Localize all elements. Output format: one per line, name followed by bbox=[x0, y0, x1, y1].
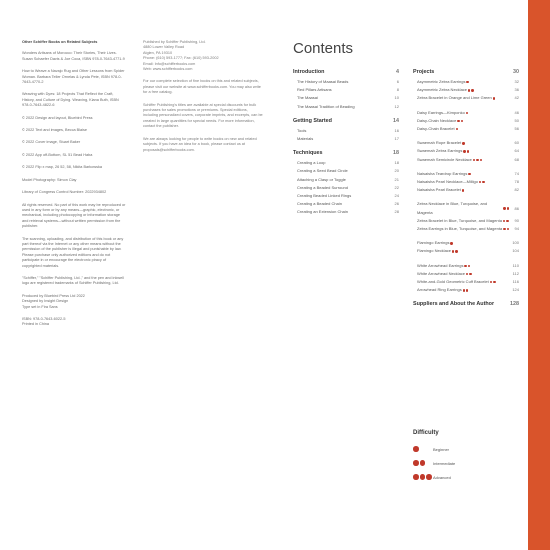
toc-page-number: 36 bbox=[514, 87, 519, 93]
toc-page-number: 60 bbox=[514, 140, 519, 146]
toc-right-column bbox=[413, 68, 519, 310]
toc-left-column bbox=[293, 68, 399, 217]
toc-page-number: 46 bbox=[514, 109, 519, 115]
toc-entry-title: The History of Maasai Beads bbox=[297, 79, 349, 84]
toc-page-number: 78 bbox=[514, 179, 519, 185]
toc-page-number: 94 bbox=[514, 226, 519, 232]
difficulty-dot-icon bbox=[457, 120, 459, 122]
toc-entry-title: Flamingo Earrings bbox=[417, 239, 453, 247]
toc-entry-title: Red Pillars Artisans bbox=[297, 87, 332, 93]
toc-entry[interactable] bbox=[413, 125, 519, 133]
copyright-paragraph: © 2022 Cover image, Stuart Baker bbox=[22, 140, 81, 145]
toc-section[interactable] bbox=[293, 117, 399, 126]
toc-entry[interactable] bbox=[413, 94, 519, 102]
toc-page-number: 104 bbox=[512, 248, 519, 254]
toc-page-number: 28 bbox=[394, 209, 399, 215]
toc-page-number: 68 bbox=[514, 156, 519, 162]
toc-entry-title: Creating a Beaded Chain bbox=[297, 201, 342, 207]
toc-page-number: 82 bbox=[514, 187, 519, 193]
toc-page-number: 50 bbox=[514, 117, 519, 123]
toc-entry[interactable] bbox=[293, 184, 399, 192]
toc-page-number: 22 bbox=[394, 184, 399, 190]
toc-entry-title: Getting Started bbox=[293, 117, 332, 124]
toc-entry-title: Zebra Necklace in Blue, Turquoise, and Magenta bbox=[417, 200, 509, 216]
toc-entry-title: White Arrowhead Necklace bbox=[417, 270, 472, 278]
toc-entry[interactable] bbox=[413, 200, 519, 216]
toc-entry[interactable] bbox=[293, 200, 399, 208]
copyright-paragraph: The scanning, uploading, and distribution of this book or any part thereof via the Internet or any other means without the permission of the publisher is illegal and punishable by law. Please purchase only authorized editions and do not participate in or encourage the electronic piracy of copyrighted materials. bbox=[22, 236, 124, 268]
toc-entry[interactable] bbox=[413, 225, 519, 233]
toc-section[interactable] bbox=[293, 149, 399, 158]
toc-page-number: 21 bbox=[394, 176, 399, 182]
difficulty-dot-icon bbox=[503, 228, 505, 230]
difficulty-level bbox=[413, 442, 513, 456]
toc-page-number: 86 bbox=[514, 205, 519, 211]
difficulty-dot-icon bbox=[466, 112, 468, 114]
toc-entry[interactable] bbox=[413, 170, 519, 178]
publisher-paragraph: Schiffer Publishing's titles are available at special discounts for bulk purchases for sales promotions or premiums. Special editions, including personalized covers, corporate imprints, and excerpts, can be created in large quantities for special needs. For more information, contact the publisher. bbox=[143, 102, 263, 129]
toc-page-number: 32 bbox=[514, 79, 519, 84]
difficulty-dot-icon bbox=[503, 220, 505, 222]
copyright-paragraph: "Schiffer," "Schiffer Publishing, Ltd.," and the pen and inkwell logo are registered trademarks of Schiffer Publishing, Ltd. bbox=[22, 275, 124, 286]
difficulty-dot-icon bbox=[471, 89, 473, 91]
toc-entry[interactable] bbox=[413, 139, 519, 147]
difficulty-dot-icon bbox=[490, 281, 492, 283]
toc-entry-title: The Maasai Tradition of Beading bbox=[297, 103, 355, 109]
toc-page-number: 14 bbox=[393, 117, 399, 124]
toc-entry[interactable] bbox=[413, 286, 519, 294]
toc-page-number: 56 bbox=[514, 126, 519, 132]
toc-entry-title: Creating an Extension Chain bbox=[297, 209, 348, 215]
toc-entry-title: Naisaisha Teardrop Earrings bbox=[417, 170, 471, 178]
toc-section[interactable] bbox=[293, 68, 399, 77]
toc-entry-title: Swaemah Rope Bracelet bbox=[417, 139, 465, 147]
toc-entry-title: Tools bbox=[297, 127, 307, 133]
toc-entry[interactable] bbox=[413, 217, 519, 225]
difficulty-legend bbox=[413, 430, 513, 484]
toc-entry-title: Naisaisha Pearl Bracelet bbox=[417, 186, 464, 194]
toc-section[interactable] bbox=[413, 68, 519, 77]
toc-entry-title: Creating Beaded Linked Rings bbox=[297, 193, 352, 199]
difficulty-dot-icon bbox=[469, 273, 471, 275]
toc-page-number: 4 bbox=[396, 69, 399, 75]
toc-entry[interactable] bbox=[413, 247, 519, 255]
copyright-paragraph: Library of Congress Control Number: 2022934802 bbox=[22, 190, 107, 195]
difficulty-dot-icon bbox=[455, 250, 457, 252]
difficulty-dot-icon bbox=[456, 128, 458, 130]
toc-entry-title: Asymmetric Zebra Necklace bbox=[417, 86, 474, 94]
toc-entry-title: Swaemah Semicircle Necklace bbox=[417, 156, 482, 164]
difficulty-dot-icon bbox=[463, 289, 465, 291]
toc-page-number: 42 bbox=[514, 95, 519, 101]
toc-entry[interactable] bbox=[413, 270, 519, 278]
difficulty-level bbox=[413, 470, 513, 484]
difficulty-dot-icon bbox=[493, 281, 495, 283]
difficulty-dot-icon bbox=[467, 150, 469, 152]
publisher-paragraph: For our complete selection of fine books on this and related subjects, please visit our website at www.schifferbooks.com. You may also write for a free catalog. bbox=[143, 79, 261, 95]
difficulty-dot-icon bbox=[468, 265, 470, 267]
difficulty-dot-icon bbox=[413, 446, 419, 452]
toc-entry[interactable] bbox=[413, 147, 519, 155]
toc-entry[interactable] bbox=[293, 159, 399, 167]
toc-entry[interactable] bbox=[293, 127, 399, 135]
toc-entry-title: Swaemah Zebra Earrings bbox=[417, 147, 469, 155]
copyright-paragraph: Wonders Artisans of Morocco: Their Stories, Their Lives. Susan Schaefer Davis & Joe Coca, ISBN 978-0-7643-4771-9 bbox=[22, 51, 125, 61]
copyright-paragraph: © 2022 Flip x map, 26 52, 58, Nikita Barkowska bbox=[22, 165, 103, 170]
toc-entry[interactable] bbox=[293, 192, 399, 200]
toc-entry-title: Asymmetric Zebra Earrings bbox=[417, 78, 469, 86]
toc-entry[interactable] bbox=[293, 176, 399, 184]
toc-entry-title: Materials bbox=[297, 136, 314, 142]
copyright-paragraph: © 2022 App off-Bottom, SL 51 Bead Haba bbox=[22, 152, 93, 157]
related-books-heading: Other Schiffer Books on Related Subjects bbox=[22, 40, 98, 44]
toc-page-number: 90 bbox=[514, 217, 519, 223]
toc-page-number: 116 bbox=[512, 279, 519, 285]
copyright-paragraph: Weaving with Dyes: 18 Projects That Reflect the Craft, History, and Culture of Dying. Weaving, Kiana Buth, ISBN 978-0-7643-4822-6 bbox=[22, 92, 119, 108]
toc-entry-title: Suppliers and About the Author bbox=[413, 301, 495, 308]
toc-entry-title: White Arrowhead Earrings bbox=[417, 262, 470, 270]
copyright-paragraph: All rights reserved. No part of this work may be reproduced or used in any form or by any means—graphic, electronic, or mechanical, including photocopying or information storage and retrieval systems—without written permission from the publisher. bbox=[22, 202, 126, 229]
toc-entry[interactable] bbox=[293, 103, 399, 111]
toc-entry[interactable] bbox=[413, 78, 519, 86]
toc-page-number: 18 bbox=[394, 160, 399, 166]
difficulty-dot-icon bbox=[466, 289, 468, 291]
copyright-paragraph: How to Weave a Navajo Rug and Other Lessons from Spider Woman. Barbara Teller Ornelas & Lynda Pete, ISBN 978-0-7643-4770-2 bbox=[22, 69, 125, 85]
toc-page-number: 24 bbox=[394, 193, 399, 199]
difficulty-level bbox=[413, 456, 513, 470]
toc-page-number: 16 bbox=[394, 127, 399, 133]
toc-entry-title: Zebra Bracelet in Blue, Turquoise, and Magenta bbox=[417, 217, 509, 225]
toc-section[interactable] bbox=[413, 300, 519, 309]
toc-entry-title: Techniques bbox=[293, 150, 323, 157]
difficulty-dot-icon bbox=[482, 181, 484, 183]
toc-entry-title: Flamingo Necklace bbox=[417, 247, 458, 255]
toc-entry[interactable] bbox=[293, 208, 399, 216]
difficulty-dot-icon bbox=[493, 97, 495, 99]
toc-entry[interactable] bbox=[413, 262, 519, 270]
difficulty-dot-icon bbox=[420, 474, 426, 480]
difficulty-dot-icon bbox=[479, 181, 481, 183]
toc-page-number: 30 bbox=[513, 69, 519, 75]
difficulty-label: Advanced bbox=[433, 474, 451, 480]
toc-entry-title: Naisaisha Pearl Necklace—Milligo bbox=[417, 178, 485, 186]
publisher-paragraph: We are always looking for people to write books on new and related subjects. If you have an idea for a book, please contact us at proposals@schifferbooks.com. bbox=[143, 136, 257, 152]
difficulty-dot-icon bbox=[463, 150, 465, 152]
toc-entry[interactable] bbox=[413, 239, 519, 247]
publisher-column bbox=[143, 40, 263, 160]
difficulty-dot-icon bbox=[466, 273, 468, 275]
toc-entry-title: Zebra Earrings in Blue, Turquoise, and Magenta bbox=[417, 225, 509, 233]
difficulty-dot-icon bbox=[426, 474, 432, 480]
toc-entry[interactable] bbox=[293, 135, 399, 143]
spine-edge bbox=[528, 0, 550, 550]
toc-entry[interactable] bbox=[413, 278, 519, 286]
difficulty-dot-icon bbox=[466, 81, 468, 83]
toc-entry-title: Zebra Bracelet in Orange and Lime Green bbox=[417, 94, 495, 102]
toc-page-number: 100 bbox=[512, 240, 519, 246]
toc-page-number: 74 bbox=[514, 170, 519, 176]
toc-page-number: 110 bbox=[512, 262, 519, 268]
toc-entry[interactable] bbox=[413, 86, 519, 94]
toc-entry[interactable] bbox=[413, 109, 519, 117]
difficulty-dot-icon bbox=[480, 159, 482, 161]
toc-entry-title: Daisy Earrings—Kimponko bbox=[417, 109, 468, 117]
toc-entry-title: Arrowhead Ring Earrings bbox=[417, 286, 468, 294]
toc-entry[interactable] bbox=[293, 78, 399, 86]
toc-entry-title: Creating a Seed Bead Circle bbox=[297, 168, 348, 174]
toc-entry-title: Daisy-Chain Necklace bbox=[417, 117, 463, 125]
toc-entry-title: Projects bbox=[413, 69, 435, 75]
toc-page-number: 10 bbox=[394, 95, 399, 101]
toc-page-number: 26 bbox=[394, 201, 399, 207]
difficulty-dot-icon bbox=[461, 120, 463, 122]
toc-entry[interactable] bbox=[293, 86, 399, 94]
copyright-column bbox=[22, 40, 126, 335]
contents-title: Contents bbox=[293, 40, 354, 57]
toc-entry[interactable] bbox=[293, 167, 399, 175]
difficulty-dot-icon bbox=[464, 265, 466, 267]
toc-entry-title: The Maasai bbox=[297, 95, 318, 101]
toc-page-number: 17 bbox=[394, 136, 399, 142]
toc-entry[interactable] bbox=[413, 117, 519, 125]
toc-page-number: 64 bbox=[514, 148, 519, 154]
publisher-text bbox=[143, 40, 263, 153]
toc-page-number: 12 bbox=[394, 103, 399, 109]
copyright-paragraph: © 2022 Design and layout, Bluebird Press bbox=[22, 115, 93, 120]
toc-page-number: 18 bbox=[393, 150, 399, 157]
copyright-paragraph: © 2022 Text and images, Becca Blaise bbox=[22, 128, 87, 133]
difficulty-dot-icon bbox=[468, 173, 470, 175]
difficulty-dot-icon bbox=[473, 159, 475, 161]
difficulty-title: Difficulty bbox=[413, 430, 439, 436]
difficulty-dot-icon bbox=[452, 250, 454, 252]
copyright-paragraph: Produced by Bluebird Press Ltd 2022 Designed by Insight Design Type set in Fira Sans bbox=[22, 293, 85, 309]
toc-entry[interactable] bbox=[413, 156, 519, 164]
difficulty-dot-icon bbox=[413, 460, 419, 466]
difficulty-label: Beginner bbox=[433, 446, 450, 452]
difficulty-dot-icon bbox=[450, 242, 452, 244]
copyright-text bbox=[22, 51, 126, 327]
difficulty-dot-icon bbox=[413, 474, 419, 480]
difficulty-label: Intermediate bbox=[433, 460, 456, 466]
toc-page-number: 20 bbox=[394, 168, 399, 174]
toc-page-number: 124 bbox=[512, 287, 519, 293]
difficulty-dot-icon bbox=[462, 189, 464, 191]
toc-entry-title: Creating a Loop bbox=[297, 160, 326, 166]
publisher-paragraph: Published by Schiffer Publishing, Ltd. 4880 Lower Valley Road Atglen, PA 19310 Phone: (610) 593-1777; Fax: (610) 593-2002 Email: Info@schifferbooks.com Web: www.schifferbooks.com bbox=[143, 40, 219, 72]
difficulty-dot-icon bbox=[462, 142, 464, 144]
toc-entry[interactable] bbox=[413, 186, 519, 194]
toc-entry-title: Daisy-Chain Bracelet bbox=[417, 125, 458, 133]
difficulty-dot-icon bbox=[420, 460, 426, 466]
toc-entry-title: White-and-Gold Geometric Cuff Bracelet bbox=[417, 278, 496, 286]
toc-entry-title: Creating a Beaded Surround bbox=[297, 184, 348, 190]
copyright-paragraph: Model Photography: Simon Clay bbox=[22, 177, 77, 182]
difficulty-dot-icon bbox=[503, 207, 505, 209]
toc-entry-title: Introduction bbox=[293, 69, 325, 75]
toc-entry-title: Attaching a Clasp or Toggle bbox=[297, 176, 346, 182]
toc-entry[interactable] bbox=[293, 94, 399, 102]
toc-page-number: 112 bbox=[512, 270, 519, 276]
toc-entry[interactable] bbox=[413, 178, 519, 186]
toc-page-number: 8 bbox=[396, 87, 399, 93]
copyright-paragraph: ISBN: 978-0-7643-6022-5 Printed in China bbox=[22, 317, 66, 327]
difficulty-dot-icon bbox=[476, 159, 478, 161]
difficulty-dot-icon bbox=[468, 89, 470, 91]
toc-page-number: 6 bbox=[396, 79, 399, 84]
toc-page-number: 128 bbox=[510, 301, 519, 308]
